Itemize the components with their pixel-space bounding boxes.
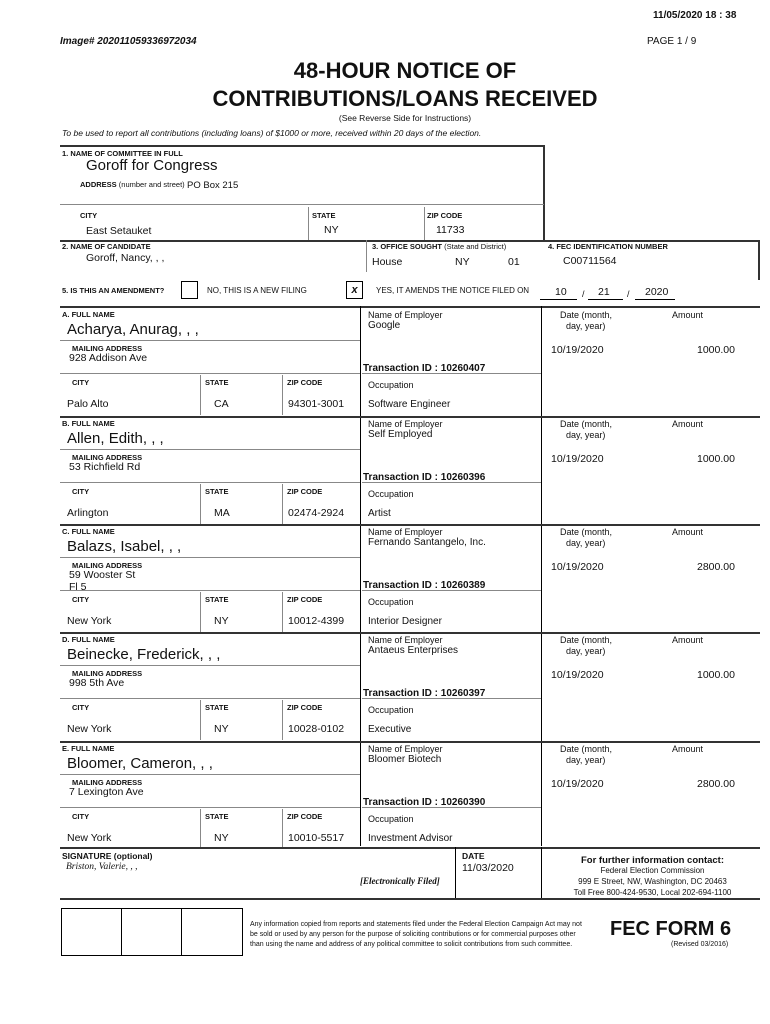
contributor-name: Acharya, Anurag, , ,	[67, 321, 199, 338]
occupation-label: Occupation	[368, 597, 414, 607]
amount-label: Amount	[672, 419, 704, 429]
contributor-employer: Bloomer Biotech	[368, 754, 442, 765]
occupation-label: Occupation	[368, 705, 414, 715]
transaction-id: Transaction ID : 10260407	[363, 363, 486, 374]
contributor-employer: Fernando Santangelo, Inc.	[368, 537, 486, 548]
amendment-label: 5. IS THIS AN AMENDMENT?	[62, 286, 165, 295]
committee-name: Goroff for Congress	[86, 157, 218, 174]
occupation-label: Occupation	[368, 380, 414, 390]
contributor-state: CA	[214, 398, 229, 410]
fec-id: C00711564	[563, 255, 617, 267]
state-label: STATE	[205, 378, 229, 387]
date-label-2: day, year)	[566, 646, 606, 656]
contributor-occupation: Executive	[368, 724, 412, 735]
contributor-address: 7 Lexington Ave	[69, 786, 144, 798]
office-label: 3. OFFICE SOUGHT (State and District)	[372, 242, 507, 251]
contributor-city: New York	[67, 723, 112, 735]
city-label: CITY	[72, 703, 90, 712]
zip-label: ZIP CODE	[287, 703, 323, 712]
no-label: NO, THIS IS A NEW FILING	[207, 286, 307, 295]
zip-label: ZIP CODE	[287, 487, 323, 496]
date-label-2: day, year)	[566, 755, 606, 765]
date-label-2: day, year)	[566, 430, 606, 440]
mailing-address-label: MAILING ADDRESS	[72, 778, 143, 787]
mailing-address-label: MAILING ADDRESS	[72, 669, 143, 678]
efiled-label: [Electronically Filed]	[360, 876, 440, 886]
no-checkbox[interactable]	[181, 281, 198, 299]
contribution-amount: 1000.00	[697, 453, 735, 465]
contributor-zip: 10012-4399	[288, 615, 345, 627]
contribution-amount: 1000.00	[697, 669, 735, 681]
info-line1: Federal Election Commission	[600, 866, 705, 875]
address-label: ADDRESS (number and street)	[80, 180, 185, 189]
office-district: 01	[508, 256, 520, 268]
date-label: Date (month,	[560, 744, 613, 754]
committee-address: PO Box 215	[187, 180, 239, 191]
contribution-date: 10/19/2020	[551, 453, 604, 465]
committee-name-label: 1. NAME OF COMMITTEE IN FULL	[62, 149, 183, 158]
footer-notice-line1: Any information copied from reports and statements filed under the Federal Election Campaign Act may not	[250, 921, 582, 928]
city-label: CITY	[72, 378, 90, 387]
contributor-occupation: Artist	[368, 508, 391, 519]
date-label-2: day, year)	[566, 321, 606, 331]
contribution-date: 10/19/2020	[551, 669, 604, 681]
mailing-address-label: MAILING ADDRESS	[72, 561, 143, 570]
committee-zip-label: ZIP CODE	[427, 211, 463, 220]
state-label: STATE	[205, 703, 229, 712]
title-line2: CONTRIBUTIONS/LOANS RECEIVED	[212, 86, 598, 111]
signature-date: 11/03/2020	[462, 862, 514, 874]
date-label: Date (month,	[560, 419, 613, 429]
state-label: STATE	[205, 595, 229, 604]
date-label-2: day, year)	[566, 538, 606, 548]
image-id: Image# 202011059336972034	[60, 36, 197, 47]
transaction-id: Transaction ID : 10260397	[363, 688, 486, 699]
signature-date-label: DATE	[462, 851, 485, 861]
contributor-city: Arlington	[67, 507, 109, 519]
yes-checkbox[interactable]: x	[346, 281, 363, 299]
signature-name: Briston, Valerie, , ,	[66, 862, 138, 872]
zip-label: ZIP CODE	[287, 595, 323, 604]
mailing-address-label: MAILING ADDRESS	[72, 344, 143, 353]
zip-label: ZIP CODE	[287, 378, 323, 387]
committee-city-label: CITY	[80, 211, 98, 220]
amount-label: Amount	[672, 310, 704, 320]
contributor-city: New York	[67, 832, 112, 844]
candidate-name: Goroff, Nancy, , ,	[86, 252, 165, 264]
contributor-city: Palo Alto	[67, 398, 109, 410]
contributor-occupation: Interior Designer	[368, 616, 442, 627]
contributor-employer: Google	[368, 320, 401, 331]
timestamp: 11/05/2020 18 : 38	[653, 10, 737, 21]
contribution-date: 10/19/2020	[551, 561, 604, 573]
contributor-address: 53 Richfield Rd	[69, 461, 141, 473]
occupation-label: Occupation	[368, 814, 414, 824]
footer-notice-line3: than using the name and address of any political committee to solicit contributions from such committee.	[250, 941, 573, 948]
employer-label: Name of Employer	[368, 635, 443, 645]
contributor-zip: 02474-2924	[288, 507, 345, 519]
amend-month: 10	[555, 286, 567, 298]
fec-id-label: 4. FEC IDENTIFICATION NUMBER	[548, 242, 668, 251]
contributor-name: Allen, Edith, , ,	[67, 430, 164, 447]
office-state: NY	[455, 256, 470, 268]
info-heading: For further information contact:	[580, 855, 725, 866]
contributor-label: A. FULL NAME	[62, 310, 115, 319]
info-line3: Toll Free 800-424-9530, Local 202-694-1100	[573, 888, 732, 897]
committee-zip: 11733	[436, 224, 465, 236]
state-label: STATE	[205, 487, 229, 496]
contributor-address2: Fl 5	[69, 581, 87, 593]
amend-sep-2: /	[627, 289, 630, 299]
transaction-id: Transaction ID : 10260396	[363, 472, 486, 483]
employer-label: Name of Employer	[368, 310, 443, 320]
employer-label: Name of Employer	[368, 744, 443, 754]
contributor-name: Bloomer, Cameron, , ,	[67, 755, 213, 772]
amount-label: Amount	[672, 527, 704, 537]
contributor-label: B. FULL NAME	[62, 419, 115, 428]
contribution-date: 10/19/2020	[551, 778, 604, 790]
contributor-state: MA	[214, 507, 230, 519]
contributor-name: Balazs, Isabel, , ,	[67, 538, 182, 555]
contribution-amount: 1000.00	[697, 344, 735, 356]
contributor-address: 998 5th Ave	[69, 677, 125, 689]
contributor-address: 928 Addison Ave	[69, 352, 148, 364]
signature-label: SIGNATURE (optional)	[62, 851, 153, 861]
amount-label: Amount	[672, 744, 704, 754]
contributor-label: D. FULL NAME	[62, 635, 115, 644]
see-reverse: (See Reverse Side for Instructions)	[338, 113, 472, 123]
contributor-city: New York	[67, 615, 112, 627]
occupation-label: Occupation	[368, 489, 414, 499]
contributor-employer: Self Employed	[368, 429, 433, 440]
form-name: FEC FORM 6	[610, 918, 732, 940]
committee-state-label: STATE	[312, 211, 336, 220]
form-revised: (Revised 03/2016)	[671, 941, 729, 948]
contributor-label: C. FULL NAME	[62, 527, 115, 536]
contributor-state: NY	[214, 832, 229, 844]
instruction: To be used to report all contributions (including loans) of $1000 or more, received within 20 days of the election.	[62, 128, 482, 138]
page-number: PAGE 1 / 9	[647, 36, 697, 47]
committee-state: NY	[324, 224, 339, 236]
candidate-label: 2. NAME OF CANDIDATE	[62, 242, 151, 251]
contribution-amount: 2800.00	[697, 561, 735, 573]
date-label: Date (month,	[560, 527, 613, 537]
yes-label: YES, IT AMENDS THE NOTICE FILED ON	[376, 286, 530, 295]
contribution-amount: 2800.00	[697, 778, 735, 790]
transaction-id: Transaction ID : 10260389	[363, 580, 486, 591]
contributor-name: Beinecke, Frederick, , ,	[67, 646, 221, 663]
contributor-zip: 94301-3001	[288, 398, 345, 410]
contributor-employer: Antaeus Enterprises	[368, 645, 459, 656]
contribution-date: 10/19/2020	[551, 344, 604, 356]
amend-day: 21	[598, 286, 610, 298]
contributor-zip: 10028-0102	[288, 723, 345, 735]
employer-label: Name of Employer	[368, 527, 443, 537]
date-label: Date (month,	[560, 635, 613, 645]
info-line2: 999 E Street, NW, Washington, DC 20463	[578, 877, 727, 886]
footer-notice	[250, 920, 582, 950]
contributor-occupation: Investment Advisor	[368, 833, 453, 844]
footer-notice-line2: be sold or used by any person for the purpose of soliciting contributions or for commercial purposes other	[250, 931, 576, 938]
office-use-boxes	[61, 908, 243, 956]
contributor-occupation: Software Engineer	[368, 399, 451, 410]
city-label: CITY	[72, 487, 90, 496]
contributor-state: NY	[214, 723, 229, 735]
employer-label: Name of Employer	[368, 419, 443, 429]
amend-year: 2020	[645, 286, 669, 298]
contributor-state: NY	[214, 615, 229, 627]
amount-label: Amount	[672, 635, 704, 645]
contributor-label: E. FULL NAME	[62, 744, 115, 753]
date-label: Date (month,	[560, 310, 613, 320]
contributor-zip: 10010-5517	[288, 832, 345, 844]
amend-sep-1: /	[582, 289, 585, 299]
zip-label: ZIP CODE	[287, 812, 323, 821]
contributor-address: 59 Wooster St	[69, 569, 136, 581]
title-line1: 48-HOUR NOTICE OF	[293, 58, 517, 83]
city-label: CITY	[72, 595, 90, 604]
committee-city: East Setauket	[86, 225, 152, 237]
state-label: STATE	[205, 812, 229, 821]
city-label: CITY	[72, 812, 90, 821]
office-value: House	[372, 256, 403, 268]
transaction-id: Transaction ID : 10260390	[363, 797, 486, 808]
mailing-address-label: MAILING ADDRESS	[72, 453, 143, 462]
